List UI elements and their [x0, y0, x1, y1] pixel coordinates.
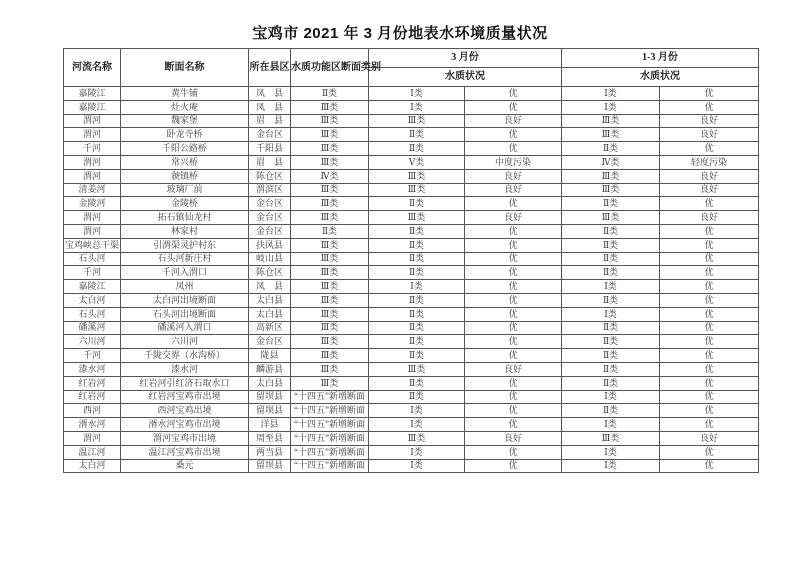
table-cell: Ⅲ类 [291, 197, 369, 211]
table-cell: Ⅲ类 [369, 431, 465, 445]
table-cell: 太白县 [249, 293, 291, 307]
table-cell: 金台区 [249, 211, 291, 225]
table-cell: 优 [465, 390, 562, 404]
table-cell: 眉 县 [249, 155, 291, 169]
table-row [64, 169, 759, 183]
table-cell: 石头河 [64, 307, 121, 321]
table-cell: Ⅰ类 [562, 280, 660, 294]
table-cell: 良好 [465, 169, 562, 183]
table-cell: Ⅲ类 [369, 114, 465, 128]
table-cell: Ⅰ类 [562, 100, 660, 114]
table-cell: 拓石镇仙龙村 [121, 211, 249, 225]
table-cell: 良好 [465, 183, 562, 197]
table-cell: 高新区 [249, 321, 291, 335]
table-cell: 优 [465, 349, 562, 363]
table-cell: 常兴桥 [121, 155, 249, 169]
table-cell: 岐山县 [249, 252, 291, 266]
table-cell: 渭河 [64, 211, 121, 225]
table-cell: 太白河出境断面 [121, 293, 249, 307]
table-cell: 嘉陵江 [64, 280, 121, 294]
table-cell: 桑元 [121, 459, 249, 473]
table-cell: 优 [465, 293, 562, 307]
table-row [64, 142, 759, 156]
table-cell: 魏家堡 [121, 114, 249, 128]
table-cell: Ⅱ类 [369, 252, 465, 266]
table-cell: Ⅱ类 [369, 349, 465, 363]
table-cell: 金台区 [249, 224, 291, 238]
table-cell: 太白县 [249, 307, 291, 321]
table-cell: 六川河 [121, 335, 249, 349]
table-cell: 林家村 [121, 224, 249, 238]
table-cell: Ⅱ类 [562, 293, 660, 307]
table-cell: 优 [660, 142, 759, 156]
table-cell: 良好 [660, 128, 759, 142]
table-cell: 太白县 [249, 376, 291, 390]
table-cell: Ⅲ类 [562, 114, 660, 128]
table-cell: 优 [465, 142, 562, 156]
table-row [64, 307, 759, 321]
table-cell: 良好 [465, 211, 562, 225]
table-cell: 温江河宝鸡市出境 [121, 445, 249, 459]
table-cell: Ⅱ类 [369, 224, 465, 238]
table-row [64, 252, 759, 266]
header-jan-to-march: 1-3 月份 [562, 49, 759, 68]
header-water-quality-status-jan-to-march: 水质状况 [562, 68, 759, 87]
table-cell: 优 [465, 266, 562, 280]
table-cell: 扶风县 [249, 238, 291, 252]
table-cell: 优 [660, 280, 759, 294]
table-cell: 石头河新庄村 [121, 252, 249, 266]
table-cell: Ⅰ类 [562, 307, 660, 321]
table-cell: 留坝县 [249, 404, 291, 418]
table-row [64, 404, 759, 418]
table-cell: 良好 [660, 183, 759, 197]
table-cell: 优 [465, 335, 562, 349]
table-cell: Ⅰ类 [562, 390, 660, 404]
table-cell: Ⅲ类 [369, 362, 465, 376]
table-cell: 石头河 [64, 252, 121, 266]
table-cell: 优 [465, 280, 562, 294]
table-cell: 金台区 [249, 197, 291, 211]
table-cell: “十四五”新增断面 [291, 459, 369, 473]
header-section-name: 断面名称 [121, 49, 249, 87]
table-cell: 优 [465, 404, 562, 418]
table-cell: 洋县 [249, 418, 291, 432]
table-cell: 渭河宝鸡市出境 [121, 431, 249, 445]
table-cell: 优 [660, 404, 759, 418]
table-cell: 优 [465, 128, 562, 142]
table-cell: Ⅱ类 [562, 349, 660, 363]
table-cell: 良好 [660, 431, 759, 445]
table-row [64, 445, 759, 459]
table-cell: Ⅰ类 [369, 418, 465, 432]
table-row [64, 224, 759, 238]
table-cell: Ⅰ类 [369, 404, 465, 418]
table-row [64, 128, 759, 142]
table-cell: Ⅲ类 [562, 169, 660, 183]
table-cell: 优 [660, 224, 759, 238]
table-cell: 优 [660, 349, 759, 363]
table-cell: 两当县 [249, 445, 291, 459]
table-cell: 红岩河 [64, 376, 121, 390]
table-cell: 凤 县 [249, 280, 291, 294]
table-cell: Ⅱ类 [369, 142, 465, 156]
table-cell: Ⅲ类 [291, 293, 369, 307]
table-cell: Ⅲ类 [562, 211, 660, 225]
table-cell: Ⅱ类 [369, 335, 465, 349]
page-title: 宝鸡市 2021 年 3 月份地表水环境质量状况 [252, 25, 548, 42]
table-cell: 清姜河 [64, 183, 121, 197]
header-function-zone-category: 水质功能区断面类别 [291, 49, 369, 87]
table-cell: Ⅲ类 [291, 307, 369, 321]
table-cell: 眉 县 [249, 114, 291, 128]
table-row [64, 280, 759, 294]
table-cell: 优 [660, 362, 759, 376]
table-cell: 渭河 [64, 155, 121, 169]
table-cell: 千陇交界（水沟桥） [121, 349, 249, 363]
table-cell: 渭河 [64, 128, 121, 142]
table-cell: 优 [660, 459, 759, 473]
table-cell: 优 [660, 307, 759, 321]
table-cell: Ⅱ类 [562, 376, 660, 390]
table-cell: Ⅲ类 [291, 142, 369, 156]
table-cell: Ⅰ类 [369, 445, 465, 459]
table-cell: Ⅲ类 [562, 128, 660, 142]
table-row [64, 155, 759, 169]
table-cell: 优 [660, 87, 759, 101]
table-row [64, 211, 759, 225]
table-cell: Ⅲ类 [291, 100, 369, 114]
table-cell: Ⅱ类 [562, 142, 660, 156]
table-cell: 优 [465, 445, 562, 459]
table-cell: Ⅲ类 [291, 335, 369, 349]
table-cell: Ⅲ类 [369, 211, 465, 225]
table-cell: Ⅲ类 [291, 252, 369, 266]
table-cell: 红岩河 [64, 390, 121, 404]
table-cell: 优 [465, 238, 562, 252]
table-cell: 嘉陵江 [64, 87, 121, 101]
table-cell: 优 [465, 224, 562, 238]
table-cell: Ⅲ类 [291, 376, 369, 390]
table-cell: 优 [660, 445, 759, 459]
table-cell: 磻溪河 [64, 321, 121, 335]
table-row [64, 376, 759, 390]
table-cell: “十四五”新增断面 [291, 418, 369, 432]
table-cell: Ⅰ类 [369, 280, 465, 294]
table-cell: 漆水河 [64, 362, 121, 376]
table-cell: 金台区 [249, 335, 291, 349]
table-cell: Ⅲ类 [291, 211, 369, 225]
table-cell: 良好 [465, 362, 562, 376]
table-cell: 灶火庵 [121, 100, 249, 114]
table-cell: 千阳县 [249, 142, 291, 156]
table-cell: Ⅰ类 [369, 100, 465, 114]
table-cell: Ⅱ类 [369, 390, 465, 404]
table-cell: Ⅱ类 [291, 87, 369, 101]
table-cell: Ⅳ类 [562, 155, 660, 169]
table-cell: 嘉陵江 [64, 100, 121, 114]
table-row [64, 114, 759, 128]
table-cell: 渭河 [64, 114, 121, 128]
table-cell: Ⅲ类 [291, 114, 369, 128]
table-cell: Ⅱ类 [369, 376, 465, 390]
table-cell: Ⅱ类 [562, 321, 660, 335]
table-cell: 引渭渠灵护村东 [121, 238, 249, 252]
table-row [64, 266, 759, 280]
table-cell: 玻璃厂前 [121, 183, 249, 197]
table-body [64, 87, 759, 473]
table-cell: 千河 [64, 349, 121, 363]
table-row [64, 459, 759, 473]
table-cell: Ⅲ类 [291, 321, 369, 335]
table-cell: 湑水河宝鸡市出境 [121, 418, 249, 432]
table-cell: 优 [465, 87, 562, 101]
table-row [64, 321, 759, 335]
table-cell: 优 [660, 335, 759, 349]
table-row [64, 100, 759, 114]
table-cell: Ⅲ类 [291, 238, 369, 252]
table-cell: 优 [660, 266, 759, 280]
table-cell: 周至县 [249, 431, 291, 445]
table-cell: 金陵桥 [121, 197, 249, 211]
table-cell: 优 [465, 100, 562, 114]
table-cell: Ⅰ类 [562, 87, 660, 101]
table-cell: 优 [660, 390, 759, 404]
table-cell: 陈仓区 [249, 266, 291, 280]
table-cell: 千阳公路桥 [121, 142, 249, 156]
table-cell: 留坝县 [249, 390, 291, 404]
table-cell: Ⅱ类 [369, 307, 465, 321]
table-cell: 宝鸡峡总干渠 [64, 238, 121, 252]
header-county: 所在县区 [249, 49, 291, 87]
table-cell: 陇县 [249, 349, 291, 363]
table-cell: Ⅱ类 [562, 404, 660, 418]
table-cell: 金陵河 [64, 197, 121, 211]
table-cell: Ⅰ类 [562, 445, 660, 459]
table-cell: Ⅱ类 [562, 224, 660, 238]
table-cell: Ⅲ类 [291, 155, 369, 169]
table-cell: 优 [660, 293, 759, 307]
table-cell: 太白河 [64, 293, 121, 307]
table-cell: 西河 [64, 404, 121, 418]
table-cell: 优 [465, 376, 562, 390]
table-row [64, 87, 759, 101]
table-cell: 良好 [660, 169, 759, 183]
table-cell: 优 [465, 418, 562, 432]
table-cell: 优 [660, 376, 759, 390]
header-water-quality-status-march: 水质状况 [369, 68, 562, 87]
table-cell: Ⅲ类 [291, 280, 369, 294]
table-cell: 优 [660, 100, 759, 114]
table-cell: Ⅱ类 [369, 293, 465, 307]
table-row [64, 335, 759, 349]
table-row [64, 238, 759, 252]
table-cell: 优 [660, 197, 759, 211]
table-row [64, 197, 759, 211]
table-cell: 中度污染 [465, 155, 562, 169]
table-cell: Ⅲ类 [562, 183, 660, 197]
table-cell: “十四五”新增断面 [291, 431, 369, 445]
table-cell: Ⅰ类 [369, 87, 465, 101]
table-cell: 千河入渭口 [121, 266, 249, 280]
table-cell: Ⅱ类 [562, 335, 660, 349]
header-row-top [64, 49, 759, 68]
table-cell: 优 [465, 197, 562, 211]
table-cell: 西河宝鸡出境 [121, 404, 249, 418]
table-cell: 六川河 [64, 335, 121, 349]
table-row [64, 183, 759, 197]
table-cell: 优 [660, 252, 759, 266]
table-cell: 陈仓区 [249, 169, 291, 183]
table-cell: 优 [660, 418, 759, 432]
table-cell: Ⅲ类 [291, 183, 369, 197]
table-cell: Ⅱ类 [562, 238, 660, 252]
table-cell: 优 [465, 321, 562, 335]
table-cell: “十四五”新增断面 [291, 390, 369, 404]
table-cell: 红岩河宝鸡市出境 [121, 390, 249, 404]
table-cell: Ⅳ类 [291, 169, 369, 183]
table-cell: Ⅱ类 [562, 252, 660, 266]
table-cell: 千河 [64, 266, 121, 280]
table-cell: 良好 [660, 114, 759, 128]
table-cell: Ⅱ类 [562, 362, 660, 376]
table-cell: Ⅲ类 [291, 266, 369, 280]
table-cell: 磻溪河入渭口 [121, 321, 249, 335]
table-cell: “十四五”新增断面 [291, 404, 369, 418]
table-cell: Ⅱ类 [369, 238, 465, 252]
table-cell: 轻度污染 [660, 155, 759, 169]
table-cell: 金台区 [249, 128, 291, 142]
header-river-name: 河流名称 [64, 49, 121, 87]
table-cell: Ⅴ类 [369, 155, 465, 169]
table-cell: 千河 [64, 142, 121, 156]
table-cell: 渭滨区 [249, 183, 291, 197]
table-cell: Ⅲ类 [291, 128, 369, 142]
table-cell: 虢镇桥 [121, 169, 249, 183]
water-quality-table [63, 48, 759, 473]
table-cell: 石头河出境断面 [121, 307, 249, 321]
table-row [64, 390, 759, 404]
table-cell: Ⅰ类 [562, 418, 660, 432]
table-row [64, 362, 759, 376]
header-march: 3 月份 [369, 49, 562, 68]
table-row [64, 293, 759, 307]
table-cell: Ⅲ类 [291, 349, 369, 363]
table-cell: 良好 [465, 431, 562, 445]
table-cell: 凤 县 [249, 100, 291, 114]
table-cell: 优 [465, 459, 562, 473]
table-row [64, 349, 759, 363]
table-cell: Ⅲ类 [369, 183, 465, 197]
table-cell: Ⅱ类 [562, 266, 660, 280]
table-cell: Ⅱ类 [562, 197, 660, 211]
table-cell: Ⅲ类 [369, 169, 465, 183]
table-cell: 漆水河 [121, 362, 249, 376]
table-cell: 优 [660, 321, 759, 335]
table-cell: 温江河 [64, 445, 121, 459]
table-cell: 留坝县 [249, 459, 291, 473]
table-cell: 凤 县 [249, 87, 291, 101]
table-cell: 太白河 [64, 459, 121, 473]
table-cell: Ⅰ类 [369, 459, 465, 473]
table-row [64, 418, 759, 432]
table-cell: 优 [465, 252, 562, 266]
table-cell: 红岩河引红济石取水口 [121, 376, 249, 390]
table-cell: 湑水河 [64, 418, 121, 432]
table-cell: 优 [660, 238, 759, 252]
table-cell: 渭河 [64, 224, 121, 238]
table-cell: 良好 [465, 114, 562, 128]
table-cell: “十四五”新增断面 [291, 445, 369, 459]
table-cell: 卧龙寺桥 [121, 128, 249, 142]
table-cell: 渭河 [64, 431, 121, 445]
table-row [64, 431, 759, 445]
table-cell: Ⅱ类 [291, 224, 369, 238]
table-cell: Ⅰ类 [562, 459, 660, 473]
table-header [64, 49, 759, 87]
table-cell: Ⅱ类 [369, 266, 465, 280]
table-cell: 优 [465, 307, 562, 321]
table-cell: Ⅱ类 [369, 128, 465, 142]
table-cell: Ⅱ类 [369, 321, 465, 335]
table-cell: 黄牛铺 [121, 87, 249, 101]
table-cell: 麟游县 [249, 362, 291, 376]
table-cell: Ⅲ类 [291, 362, 369, 376]
table-cell: 凤州 [121, 280, 249, 294]
table-cell: 渭河 [64, 169, 121, 183]
table-cell: Ⅱ类 [369, 197, 465, 211]
table-cell: 良好 [660, 211, 759, 225]
table-cell: Ⅲ类 [562, 431, 660, 445]
